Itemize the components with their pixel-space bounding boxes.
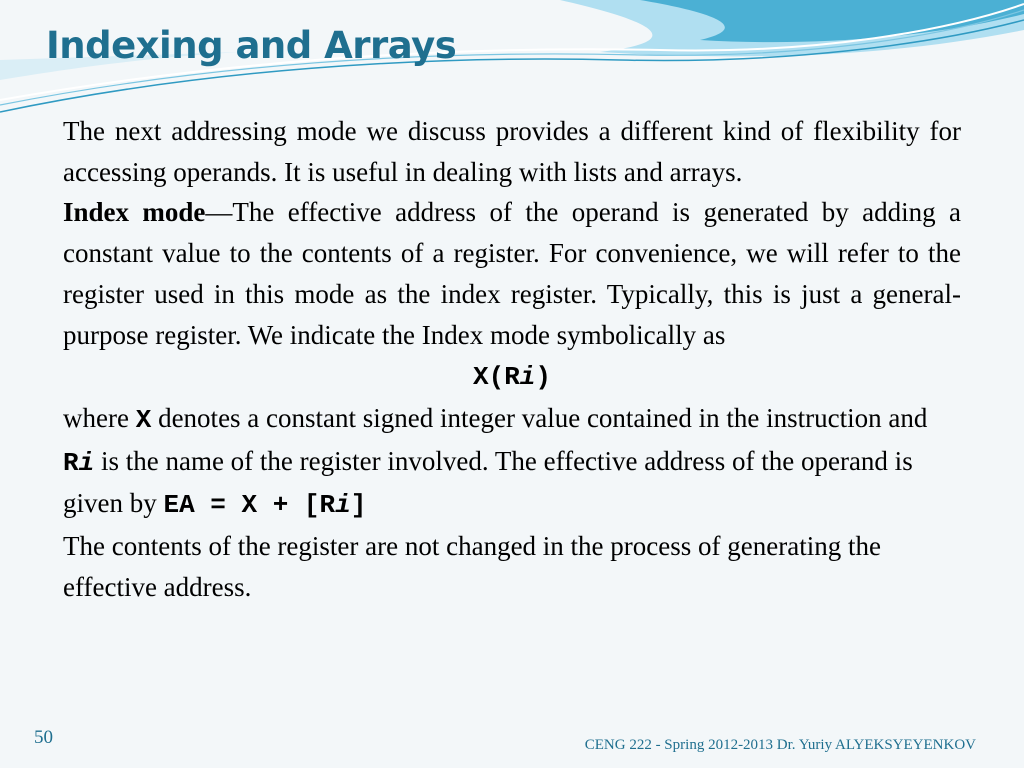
formula-suffix: ) [535,362,552,393]
index-mode-paragraph [63,192,961,355]
intro-paragraph: The next addressing mode we discuss provides a different kind of flexibility for accessing operands. It is useful in dealing with lists and arrays. [63,116,961,187]
where-text-2: denotes a constant signed integer value contained in the instruction and [151,402,928,433]
ea-prefix: EA = X + [R [163,490,336,521]
slide-body [63,111,961,607]
slide-title: Indexing and Arrays [46,24,457,67]
footer-text: CENG 222 - Spring 2012-2013 Dr. Yuriy ALYEKSYEYENKOV [584,737,976,753]
index-formula [63,355,961,398]
ea-italic: i [335,490,351,521]
ri-r: R [63,447,79,478]
closing-paragraph: The contents of the register are not changed in the process of generating the effective address. [63,531,881,602]
ea-formula [164,490,367,520]
page-number: 50 [34,727,53,748]
ri-symbol [63,448,94,478]
ea-suffix: ] [350,490,367,521]
where-text-1: where [63,402,136,433]
index-mode-term: Index mode [63,197,206,228]
ri-i: i [78,447,95,478]
index-mode-definition: —The effective address of the operand is generated by adding a constant value to the contents of a register. For convenience, we will refer to the register used in this mode as the index register. Typically, this is just a general-purpose register. We indicate the Index mode symbolically as [63,197,961,350]
formula-prefix: X(R [472,362,520,393]
where-text-3: is the name of the register involved. The effective address of the operand is given by [63,445,913,519]
where-paragraph [63,398,961,526]
x-symbol: X [135,404,152,435]
formula-italic: i [519,362,536,393]
